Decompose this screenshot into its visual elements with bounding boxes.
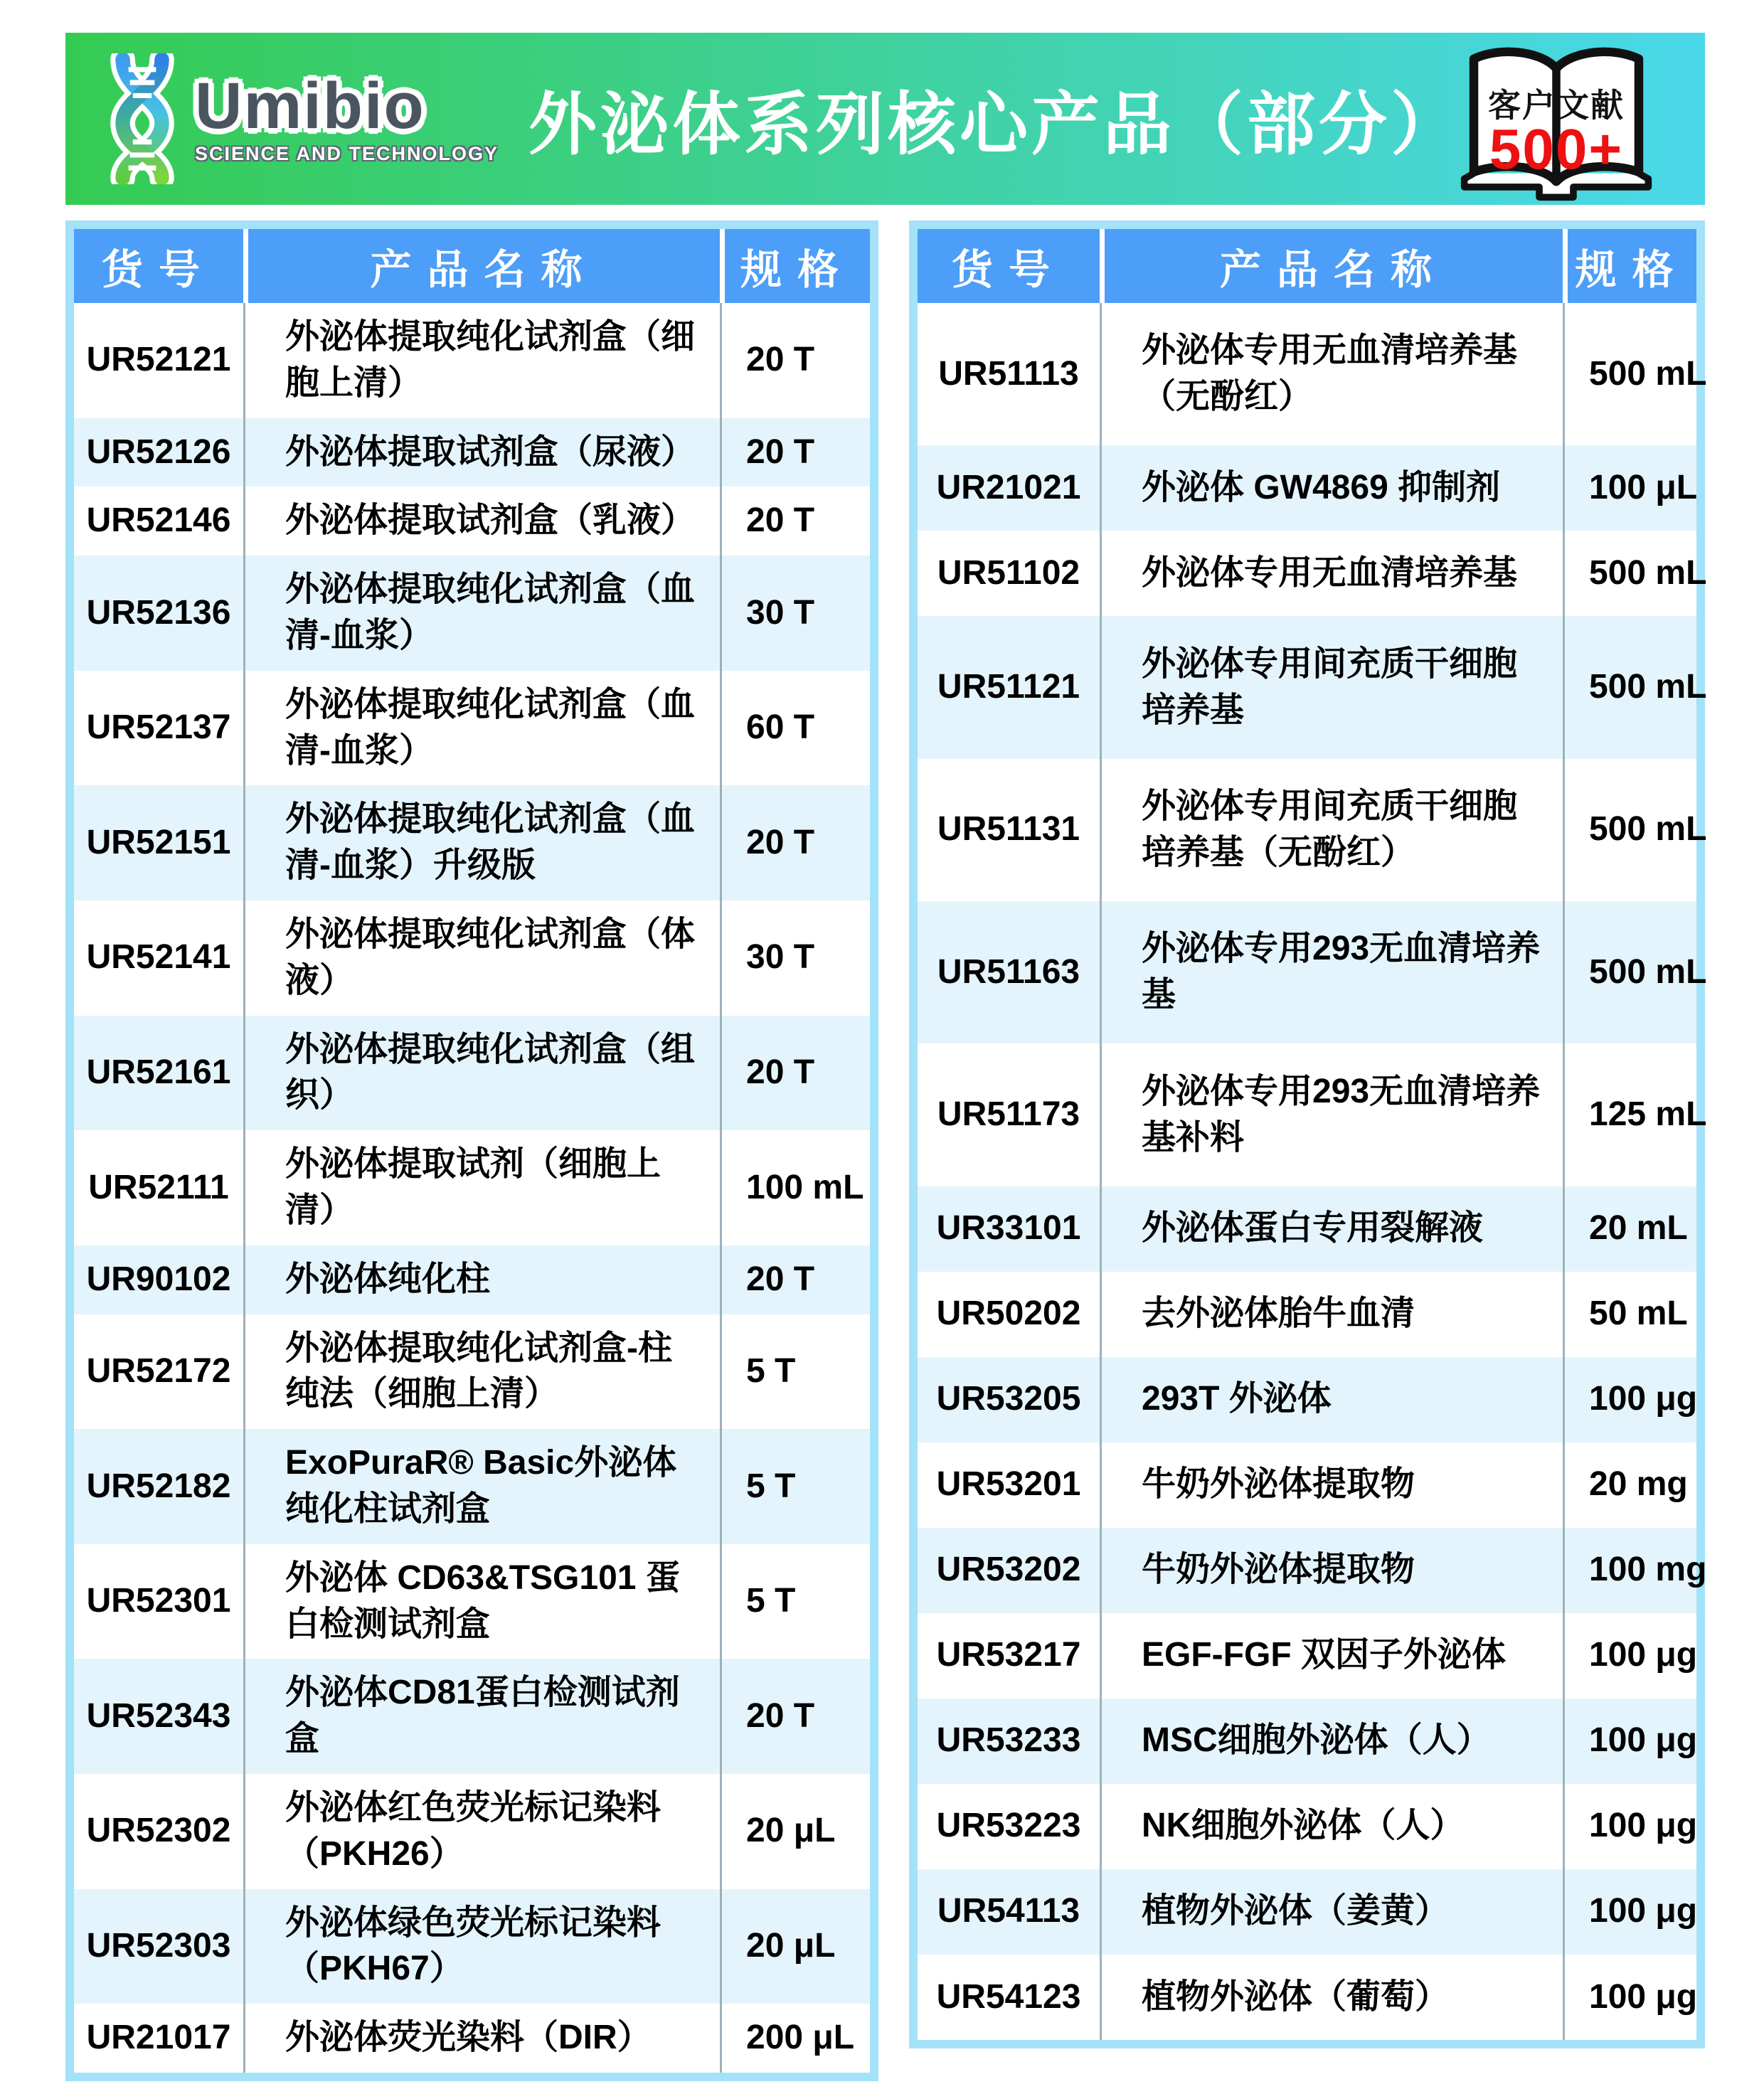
table-row	[918, 1699, 1696, 1784]
product-name: 外泌体提取纯化试剂盒（血清-血浆）升级版	[243, 785, 720, 900]
product-name: 外泌体荧光染料（DIR）	[243, 2004, 720, 2073]
column-header-spec: 规格	[1563, 229, 1696, 303]
product-spec: 20 T	[720, 1245, 870, 1314]
product-name: 外泌体专用间充质干细胞培养基（无酚红）	[1100, 759, 1563, 901]
product-code: UR52146	[86, 501, 231, 540]
product-spec: 5 T	[720, 1314, 870, 1430]
table-header-row	[74, 229, 870, 303]
customer-publications-badge	[1456, 38, 1657, 202]
product-code: UR52161	[86, 1053, 231, 1091]
product-code: UR90102	[86, 1260, 231, 1298]
product-code: UR52136	[86, 593, 231, 632]
product-code: UR50202	[936, 1295, 1081, 1333]
table-row	[74, 1544, 870, 1659]
product-spec: 20 T	[720, 785, 870, 900]
table-row	[74, 671, 870, 786]
product-code: UR51173	[937, 1095, 1080, 1134]
product-code: UR52121	[86, 341, 231, 379]
product-code: UR51102	[937, 553, 1080, 592]
table-row	[74, 900, 870, 1016]
column-header-name: 产品名称	[243, 229, 720, 303]
product-code: UR53201	[936, 1465, 1081, 1504]
column-header-code: 货号	[918, 229, 1100, 303]
product-name: 外泌体提取纯化试剂盒（血清-血浆）	[243, 556, 720, 671]
product-spec: 100 μL	[1563, 445, 1696, 531]
product-code: UR52137	[86, 708, 231, 747]
product-spec: 20 mL	[1563, 1186, 1696, 1272]
product-name: 牛奶外泌体提取物	[1100, 1442, 1563, 1528]
product-spec: 500 mL	[1563, 531, 1696, 616]
product-name: 外泌体提取纯化试剂盒（体液）	[243, 900, 720, 1016]
table-row	[74, 2004, 870, 2073]
table-row	[74, 1889, 870, 2004]
product-spec: 30 T	[720, 556, 870, 671]
table-row	[918, 531, 1696, 616]
product-spec: 125 mL	[1563, 1043, 1696, 1186]
table-row	[74, 1245, 870, 1314]
table-row	[918, 1043, 1696, 1186]
brand-tagline: SCIENCE AND TECHNOLOGY	[195, 142, 499, 164]
table-row	[918, 1442, 1696, 1528]
table-row	[74, 303, 870, 418]
product-name: 外泌体提取试剂盒（乳液）	[243, 487, 720, 556]
dna-helix-icon	[102, 53, 182, 184]
table-row	[918, 1784, 1696, 1869]
product-code: UR52303	[86, 1926, 231, 1965]
logo-text	[195, 69, 499, 165]
product-name: 外泌体专用无血清培养基	[1100, 531, 1563, 616]
table-row	[74, 1774, 870, 1889]
table-row	[74, 1429, 870, 1544]
product-spec: 500 mL	[1563, 759, 1696, 901]
product-spec: 20 T	[720, 418, 870, 487]
product-code: UR21021	[936, 468, 1081, 506]
umibio-logo	[102, 53, 499, 184]
product-spec: 100 μg	[1563, 1699, 1696, 1784]
product-code: UR53217	[936, 1636, 1081, 1674]
product-code: UR52151	[86, 823, 231, 861]
product-spec: 500 mL	[1563, 616, 1696, 758]
product-code: UR53205	[936, 1380, 1081, 1418]
product-spec: 20 T	[720, 303, 870, 418]
table-row	[918, 303, 1696, 445]
table-row	[918, 759, 1696, 901]
product-code: UR52302	[86, 1812, 231, 1850]
product-spec: 100 μg	[1563, 1869, 1696, 1955]
product-name: 外泌体 CD63&TSG101 蛋白检测试剂盒	[243, 1544, 720, 1659]
product-code: UR52172	[86, 1351, 231, 1390]
table-row	[74, 487, 870, 556]
table-row	[918, 616, 1696, 758]
product-name: 植物外泌体（葡萄）	[1100, 1955, 1563, 2040]
product-name: 293T 外泌体	[1100, 1357, 1563, 1442]
product-code: UR51121	[937, 668, 1080, 706]
product-spec: 5 T	[720, 1544, 870, 1659]
product-spec: 500 mL	[1563, 901, 1696, 1043]
product-code: UR54113	[937, 1892, 1080, 1930]
product-name: 外泌体纯化柱	[243, 1245, 720, 1314]
product-spec: 20 T	[720, 1016, 870, 1131]
table-row	[74, 1016, 870, 1131]
table-row	[918, 1869, 1696, 1955]
product-name: 植物外泌体（姜黄）	[1100, 1869, 1563, 1955]
product-name: 外泌体CD81蛋白检测试剂盒	[243, 1659, 720, 1774]
table-row	[74, 418, 870, 487]
product-spec: 200 μL	[720, 2004, 870, 2073]
product-spec: 20 μL	[720, 1774, 870, 1889]
product-name: 外泌体专用无血清培养基（无酚红）	[1100, 303, 1563, 445]
product-name: MSC细胞外泌体（人）	[1100, 1699, 1563, 1784]
column-header-spec: 规格	[720, 229, 870, 303]
product-spec: 60 T	[720, 671, 870, 786]
table-row	[74, 1130, 870, 1245]
badge-count: 500+	[1489, 117, 1624, 181]
product-code: UR52343	[86, 1696, 231, 1735]
product-code: UR52126	[86, 432, 231, 471]
brand-name: Umibio	[195, 69, 425, 142]
product-code: UR53233	[936, 1721, 1081, 1760]
page-title: 外泌体系列核心产品（部分）	[528, 86, 1463, 163]
product-code: UR51113	[938, 354, 1079, 393]
product-name: NK细胞外泌体（人）	[1100, 1784, 1563, 1869]
product-name: 外泌体专用间充质干细胞培养基	[1100, 616, 1563, 758]
product-code: UR33101	[936, 1209, 1081, 1248]
product-spec: 100 μg	[1563, 1955, 1696, 2040]
product-spec: 20 μL	[720, 1889, 870, 2004]
product-name: EGF-FGF 双因子外泌体	[1100, 1613, 1563, 1699]
table-row	[918, 445, 1696, 531]
product-code: UR52111	[88, 1168, 229, 1206]
table-row	[918, 1272, 1696, 1357]
table-row	[918, 1955, 1696, 2040]
product-spec: 50 mL	[1563, 1272, 1696, 1357]
product-name: 外泌体绿色荧光标记染料（PKH67）	[243, 1889, 720, 2004]
product-code: UR51131	[937, 810, 1080, 849]
product-name: 外泌体提取试剂（细胞上清）	[243, 1130, 720, 1245]
product-spec: 20 T	[720, 487, 870, 556]
column-header-name: 产品名称	[1100, 229, 1563, 303]
product-code: UR53202	[936, 1551, 1081, 1589]
badge-label: 客户文献	[1488, 87, 1625, 124]
product-spec: 100 μg	[1563, 1784, 1696, 1869]
product-spec: 100 μg	[1563, 1613, 1696, 1699]
header-band	[65, 33, 1705, 205]
product-code: UR54123	[936, 1977, 1081, 2016]
product-name: 外泌体蛋白专用裂解液	[1100, 1186, 1563, 1272]
table-row	[74, 785, 870, 900]
product-code: UR52141	[86, 938, 231, 977]
table-row	[74, 1659, 870, 1774]
table-row	[918, 1357, 1696, 1442]
product-spec: 5 T	[720, 1429, 870, 1544]
product-table-left	[65, 220, 878, 2081]
column-header-code: 货号	[74, 229, 243, 303]
product-code: UR21017	[86, 2019, 231, 2057]
table-row	[918, 1186, 1696, 1272]
product-spec: 20 T	[720, 1659, 870, 1774]
product-code: UR52301	[86, 1582, 231, 1620]
product-name: 外泌体 GW4869 抑制剂	[1100, 445, 1563, 531]
product-code: UR52182	[86, 1467, 231, 1505]
product-name: 去外泌体胎牛血清	[1100, 1272, 1563, 1357]
product-name: 牛奶外泌体提取物	[1100, 1528, 1563, 1613]
product-spec: 100 μg	[1563, 1357, 1696, 1442]
product-table-right	[909, 220, 1705, 2048]
product-code: UR53223	[936, 1807, 1081, 1845]
table-row	[74, 1314, 870, 1430]
product-name: 外泌体提取试剂盒（尿液）	[243, 418, 720, 487]
product-name: 外泌体提取纯化试剂盒（组织）	[243, 1016, 720, 1131]
product-name: ExoPuraR® Basic外泌体纯化柱试剂盒	[243, 1429, 720, 1544]
table-row	[74, 556, 870, 671]
product-name: 外泌体红色荧光标记染料（PKH26）	[243, 1774, 720, 1889]
product-name: 外泌体专用293无血清培养基补料	[1100, 1043, 1563, 1186]
product-name: 外泌体专用293无血清培养基	[1100, 901, 1563, 1043]
table-header-row	[918, 229, 1696, 303]
table-row	[918, 901, 1696, 1043]
product-name: 外泌体提取纯化试剂盒（细胞上清）	[243, 303, 720, 418]
product-code: UR51163	[937, 952, 1080, 991]
product-spec: 100 mL	[720, 1130, 870, 1245]
product-spec: 100 mg	[1563, 1528, 1696, 1613]
product-spec: 20 mg	[1563, 1442, 1696, 1528]
table-row	[918, 1528, 1696, 1613]
product-name: 外泌体提取纯化试剂盒-柱纯法（细胞上清）	[243, 1314, 720, 1430]
product-spec: 30 T	[720, 900, 870, 1016]
table-row	[918, 1613, 1696, 1699]
product-name: 外泌体提取纯化试剂盒（血清-血浆）	[243, 671, 720, 786]
product-spec: 500 mL	[1563, 303, 1696, 445]
